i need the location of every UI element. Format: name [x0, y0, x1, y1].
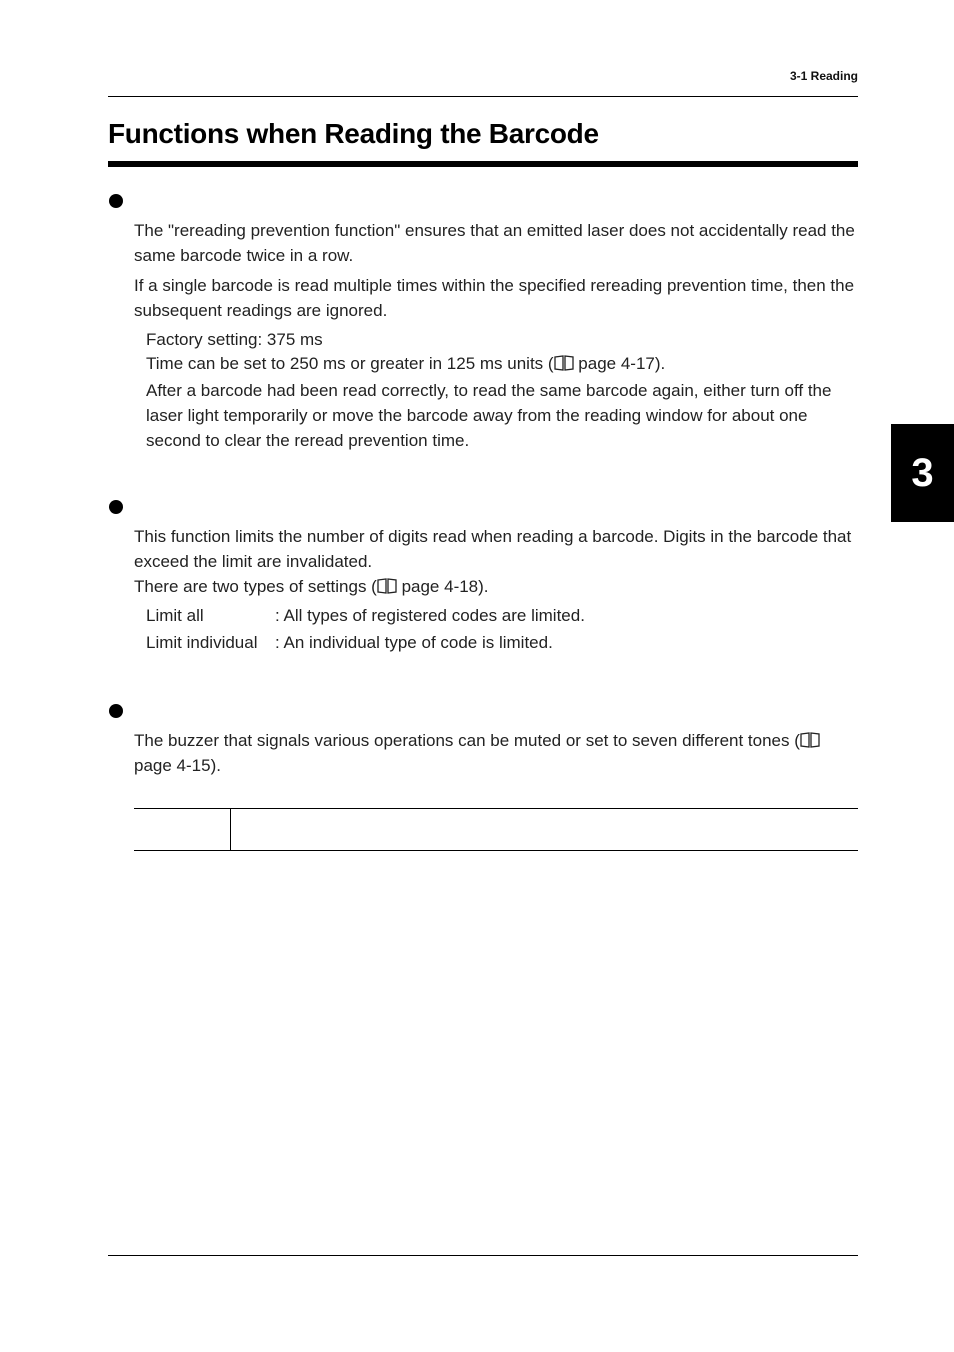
time-setting-note [146, 351, 858, 376]
note-divider [230, 809, 231, 850]
bullet-icon [109, 194, 123, 208]
footer-rule [108, 1255, 858, 1256]
section1-paragraph-1: The "rereading prevention function" ensures that an emitted laser does not accidentally read the same barcode twice in a row. [134, 221, 855, 265]
settings-types-text: There are two types of settings ( [134, 577, 377, 596]
page-reference: page 4-18). [396, 577, 489, 596]
setting-label-limit-individual: Limit individual [146, 633, 258, 652]
setting-desc-limit-all: : All types of registered codes are limited. [275, 606, 585, 625]
section2-paragraph-1: This function limits the number of digits read when reading a barcode. Digits in the barcode that exceed the limit are invalidated. [134, 527, 852, 571]
note-box [134, 808, 858, 851]
setting-label-limit-all: Limit all [146, 606, 204, 625]
page-reference: page 4-15). [134, 756, 221, 775]
settings-types-note [134, 574, 858, 599]
section1-paragraph-2: If a single barcode is read multiple times within the specified rereading prevention time, then the subsequent readings are ignored. [134, 276, 855, 320]
setting-desc-limit-individual: : An individual type of code is limited. [275, 633, 553, 652]
reread-clear-note: After a barcode had been read correctly, to read the same barcode again, either turn off the laser light temporarily or move the barcode away from the reading window for about one second to clear the reread prevention time. [146, 381, 832, 450]
page-reference: page 4-17). [573, 354, 666, 373]
bullet-icon [109, 500, 123, 514]
book-icon [554, 353, 574, 369]
header-rule [108, 96, 858, 97]
book-icon [800, 730, 820, 746]
title-rule [108, 161, 858, 167]
running-header: 3-1 Reading [789, 69, 858, 83]
factory-setting: Factory setting: 375 ms [146, 330, 323, 349]
time-setting-text: Time can be set to 250 ms or greater in 125 ms units ( [146, 354, 554, 373]
buzzer-text: The buzzer that signals various operations can be muted or set to seven different tones ( [134, 731, 800, 750]
bullet-icon [109, 704, 123, 718]
page-title: Functions when Reading the Barcode [108, 118, 599, 149]
chapter-tab: 3 [891, 424, 954, 522]
book-icon [377, 576, 397, 592]
buzzer-paragraph [134, 728, 858, 778]
